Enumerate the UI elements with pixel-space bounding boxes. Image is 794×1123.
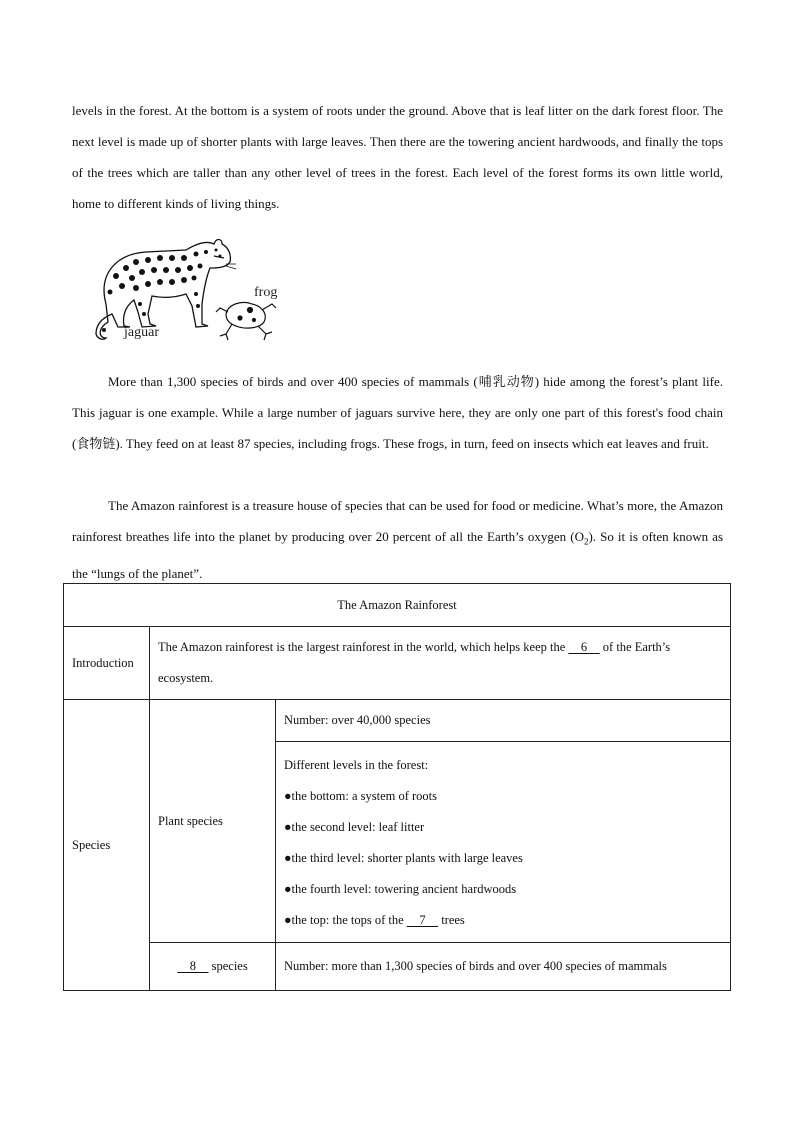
introduction-text — [150, 627, 731, 700]
jaguar-frog-illustration — [76, 234, 286, 346]
level-bottom: ●the bottom: a system of roots — [284, 789, 438, 803]
blank-6[interactable]: 6 — [568, 640, 600, 654]
frog-drawing — [216, 302, 276, 340]
jaguar-label: jaguar — [124, 325, 159, 340]
intro-text-after: of the Earth’s ecosystem. — [158, 640, 671, 685]
summary-table — [63, 583, 731, 991]
forest-levels-cell — [276, 742, 731, 943]
table-title-row — [64, 584, 731, 627]
frog-label: frog — [254, 285, 278, 300]
table-row-plant-number — [64, 700, 731, 742]
passage-paragraph-levels: levels in the forest. At the bottom is a system of roots under the ground. Above that is leaf litter on the dark forest floor. The next level is made up of shorter plants with large leaves. Then there are the towering ancient hardwoods, and finally the tops of the trees which are taller than any other level of trees in the forest. Each level of the forest forms its own little world, home to different kinds of living things. — [72, 103, 723, 211]
plant-number: Number: over 40,000 species — [276, 700, 731, 742]
animal-species-label — [150, 943, 276, 991]
plant-species-label: Plant species — [150, 700, 276, 943]
level-top — [284, 905, 722, 936]
table-row-introduction — [64, 627, 731, 700]
jaguar-drawing — [96, 240, 236, 340]
blank-7[interactable]: 7 — [406, 913, 439, 927]
species-label: Species — [64, 700, 150, 991]
table-title: The Amazon Rainforest — [64, 584, 731, 627]
introduction-label: Introduction — [64, 627, 150, 700]
passage-paragraph-treasure — [72, 490, 723, 589]
levels-heading: Different levels in the forest: — [284, 758, 429, 772]
level-top-after: trees — [438, 913, 465, 927]
passage-paragraph-species: More than 1,300 species of birds and over 400 species of mammals (哺乳动物) hide among the forest’s plant life. This jaguar is one example. While a large number of jaguars survive here, they are only one part of this forest's food chain (食物链). They feed on at least 87 species, including frogs. These frogs, in turn, feed on insects which eat leaves and fruit. — [72, 374, 723, 451]
table-row-animal — [64, 943, 731, 991]
animal-suffix: species — [208, 959, 248, 973]
level-fourth: ●the fourth level: towering ancient hardwoods — [284, 882, 517, 896]
blank-8[interactable]: 8 — [177, 959, 209, 973]
level-top-before: ●the top: the tops of the — [284, 913, 407, 927]
oxygen-subscript: 2 — [583, 536, 589, 547]
intro-text-before: The Amazon rainforest is the largest rainforest in the world, which helps keep the — [158, 640, 569, 654]
level-second: ●the second level: leaf litter — [284, 820, 425, 834]
p3-text-before: The Amazon rainforest is a treasure house of species that can be used for food or medicine. What’s more, the Amazon rainforest breathes life into the planet by producing over 20 percent of all the Earth’s oxygen (O — [72, 498, 723, 544]
level-third: ●the third level: shorter plants with large leaves — [284, 851, 523, 865]
animal-number: Number: more than 1,300 species of birds and over 400 species of mammals — [276, 943, 731, 991]
p3-text-after: ). So it is often known as the “lungs of the planet”. — [72, 529, 724, 581]
